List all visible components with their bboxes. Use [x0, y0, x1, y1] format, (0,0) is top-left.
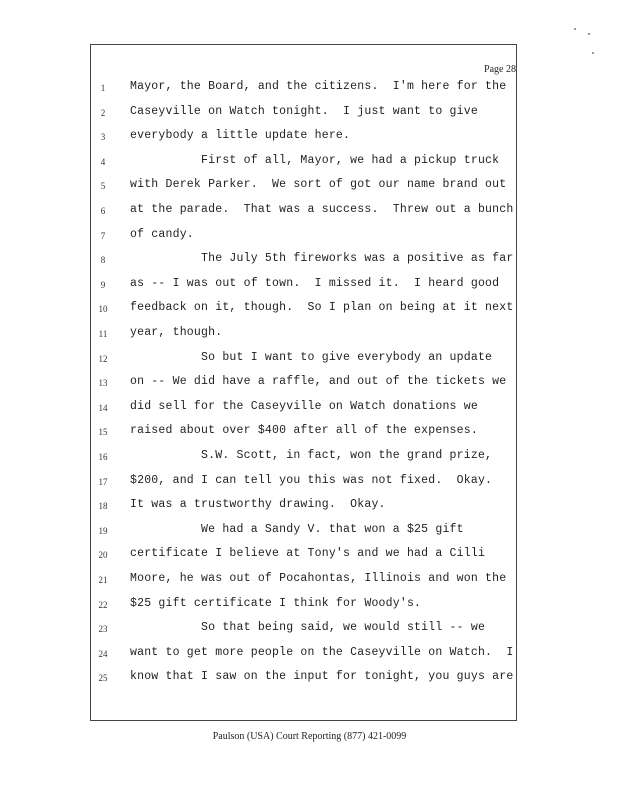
- transcript-line: [0, 129, 619, 149]
- transcript-line: [0, 498, 619, 518]
- line-text: First of all, Mayor, we had a pickup truck: [130, 153, 500, 167]
- line-text: $200, and I can tell you this was not fixed. Okay.: [130, 473, 493, 487]
- line-number: 6: [100, 206, 106, 216]
- transcript-line: [0, 228, 619, 248]
- transcript-bottom-rule: [90, 720, 516, 721]
- line-text: with Derek Parker. We sort of got our name brand out: [130, 178, 507, 192]
- line-number: 9: [100, 279, 106, 290]
- transcript-line: [0, 252, 619, 272]
- transcript-line: [0, 474, 619, 494]
- scan-speck: [588, 33, 590, 35]
- line-text: S.W. Scott, in fact, won the grand prize,: [130, 449, 493, 462]
- transcript-line: [0, 597, 619, 617]
- line-text: So but I want to give everybody an update: [130, 350, 493, 364]
- line-number: 5: [100, 181, 106, 192]
- transcript-line: [0, 105, 619, 125]
- line-number: 19: [98, 525, 108, 536]
- court-reporter-footer: Paulson (USA) Court Reporting (877) 421-0099: [212, 731, 407, 742]
- line-text: year, though.: [130, 326, 223, 339]
- transcript-line: [0, 670, 619, 690]
- line-text: want to get more people on the Caseyville on Watch. I: [130, 645, 514, 659]
- line-number: 4: [100, 156, 106, 167]
- transcript-line: [0, 424, 619, 444]
- scan-speck: [574, 28, 576, 30]
- transcript-line: [0, 523, 619, 543]
- line-text: Moore, he was out of Pocahontas, Illinois and won the: [130, 572, 507, 585]
- line-number: 1: [100, 83, 106, 93]
- transcript-line: [0, 277, 619, 297]
- line-number: 2: [100, 107, 106, 118]
- line-text: as -- I was out of town. I missed it. I heard good: [130, 276, 500, 290]
- transcript-line: [0, 154, 619, 174]
- line-number: 17: [98, 476, 108, 487]
- transcript-line: [0, 203, 619, 223]
- line-number: 8: [100, 255, 106, 266]
- line-text: raised about over $400 after all of the expenses.: [130, 424, 478, 438]
- line-text: certificate I believe at Tony's and we had a Cilli: [130, 547, 486, 561]
- line-text: on -- We did have a raffle, and out of the tickets we: [130, 375, 507, 389]
- line-text: at the parade. That was a success. Threw out a bunch: [130, 203, 514, 216]
- transcript-line: [0, 646, 619, 666]
- line-number: 14: [98, 402, 108, 413]
- line-number: 16: [98, 452, 108, 462]
- transcript-line: [0, 572, 619, 592]
- line-text: Caseyville on Watch tonight. I just want to give: [130, 104, 478, 118]
- line-text: Mayor, the Board, and the citizens. I'm here for the: [130, 80, 507, 93]
- line-text: It was a trustworthy drawing. Okay.: [130, 498, 386, 512]
- line-number: 3: [100, 132, 106, 143]
- transcript-line: [0, 80, 619, 100]
- line-number: 12: [98, 353, 108, 364]
- line-number: 11: [98, 329, 108, 339]
- page-label: Page 28: [484, 64, 516, 75]
- line-text: feedback on it, though. So I plan on being at it next: [130, 301, 514, 315]
- line-number: 18: [98, 501, 108, 512]
- transcript-line: [0, 449, 619, 469]
- line-number: 13: [98, 378, 108, 389]
- transcript-line: [0, 547, 619, 567]
- line-text: everybody a little update here.: [130, 129, 351, 143]
- line-text: know that I saw on the input for tonight, you guys are: [130, 670, 514, 684]
- transcript-line: [0, 301, 619, 321]
- transcript-line: [0, 375, 619, 395]
- line-number: 25: [98, 673, 108, 684]
- transcript-line: [0, 326, 619, 346]
- line-text: We had a Sandy V. that won a $25 gift: [130, 522, 464, 536]
- line-number: 22: [98, 599, 108, 610]
- line-number: 15: [98, 427, 108, 438]
- line-text: So that being said, we would still -- we: [130, 621, 486, 635]
- line-number: 23: [98, 624, 108, 635]
- transcript-line: [0, 621, 619, 641]
- line-text: The July 5th fireworks was a positive as far: [130, 252, 514, 266]
- line-number: 21: [98, 575, 108, 585]
- transcript-line: [0, 400, 619, 420]
- line-number: 20: [98, 550, 108, 561]
- scan-speck: [592, 52, 594, 54]
- line-number: 7: [100, 230, 106, 241]
- line-text: did sell for the Caseyville on Watch donations we: [130, 399, 478, 413]
- line-number: 24: [98, 648, 108, 659]
- transcript-line: [0, 178, 619, 198]
- transcript-line: [0, 351, 619, 371]
- line-text: of candy.: [130, 227, 194, 241]
- line-number: 10: [98, 304, 108, 315]
- line-text: $25 gift certificate I think for Woody's.: [130, 596, 422, 610]
